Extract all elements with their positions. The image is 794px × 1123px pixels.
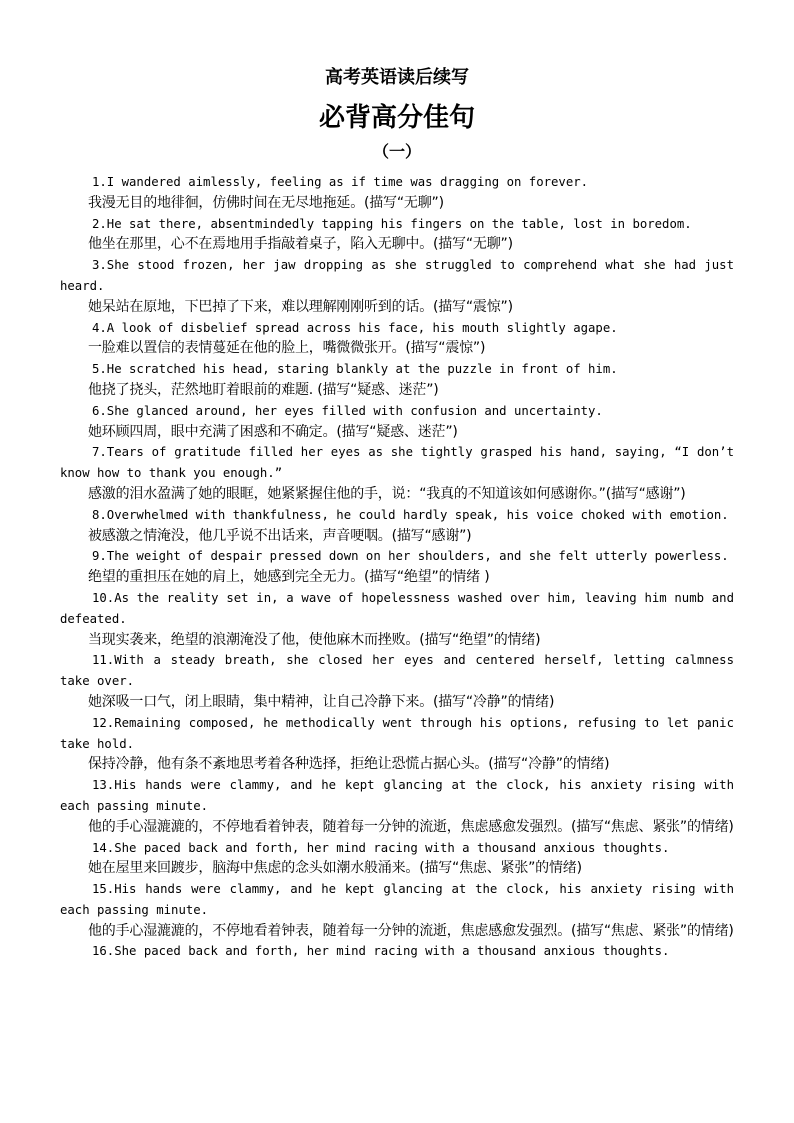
chinese-translation: 被感激之情淹没，他几乎说不出话来，声音哽咽。(描写“感谢”) — [88, 527, 472, 544]
chinese-translation: 保持冷静，他有条不紊地思考着各种选择，拒绝让恐慌占据心头。(描写“冷静”的情绪) — [88, 756, 610, 773]
sentence-item — [60, 214, 734, 256]
chinese-translation: 绝望的重担压在她的肩上，她感到完全无力。(描写“绝望”的情绪 ) — [88, 569, 490, 586]
chinese-translation: 他坐在那里，心不在焉地用手指敲着桌子，陷入无聊中。(描写“无聊”) — [88, 236, 513, 253]
sentence-list — [60, 172, 734, 962]
english-sentence: 9.The weight of despair pressed down on her shoulders, and she felt utterly powerless. — [92, 549, 729, 564]
section-heading: （一） — [372, 142, 421, 161]
english-sentence: 15.His hands were clammy, and he kept glancing at the clock, his anxiety rising with each passing minute. — [60, 882, 734, 917]
chinese-translation: 她深吸一口气，闭上眼睛，集中精神，让自己冷静下来。(描写“冷静”的情绪) — [88, 693, 555, 710]
english-sentence: 7.Tears of gratitude filled her eyes as she tightly grasped his hand, saying, “I don’t know how to thank you enough.” — [60, 445, 734, 481]
sentence-item — [60, 838, 734, 880]
sentence-item — [60, 775, 734, 837]
sentence-item — [60, 713, 734, 775]
sentence-item — [60, 588, 734, 650]
english-sentence: 10.As the reality set in, a wave of hopelessness washed over him, leaving him numb and defeated. — [60, 590, 734, 626]
chinese-translation: 感激的泪水盈满了她的眼眶，她紧紧握住他的手，说：“我真的不知道该如何感谢你。”(描写“感谢”) — [88, 485, 686, 502]
sentence-item — [60, 401, 734, 443]
chinese-translation: 当现实袭来，绝望的浪潮淹没了他，使他麻木而挫败。(描写“绝望”的情绪) — [88, 631, 541, 648]
chinese-translation: 她在屋里来回踱步，脑海中焦虑的念头如潮水般涌来。(描写“焦虑、紧张”的情绪) — [88, 860, 582, 877]
chinese-translation: 她环顾四周，眼中充满了困惑和不确定。(描写“疑惑、迷茫”) — [88, 423, 458, 440]
english-sentence: 4.A look of disbelief spread across his face, his mouth slightly agape. — [92, 320, 618, 335]
sentence-item — [60, 359, 734, 401]
english-sentence: 13.His hands were clammy, and he kept glancing at the clock, his anxiety rising with each passing minute. — [60, 778, 734, 813]
chinese-translation: 他的手心湿漉漉的，不停地看着钟表，随着每一分钟的流逝，焦虑感愈发强烈。(描写“焦虑、紧张”的情绪) — [88, 818, 734, 835]
document-page — [60, 66, 734, 962]
english-sentence: 6.She glanced around, her eyes filled with confusion and uncertainty. — [92, 403, 603, 418]
sentence-item — [60, 879, 734, 941]
sentence-item — [60, 318, 734, 360]
english-sentence: 5.He scratched his head, staring blankly at the puzzle in front of him. — [92, 362, 618, 377]
chinese-translation: 我漫无目的地徘徊，仿佛时间在无尽地拖延。(描写“无聊”) — [88, 194, 444, 211]
english-sentence: 12.Remaining composed, he methodically went through his options, refusing to let panic take hold. — [60, 715, 734, 751]
chinese-translation: 他的手心湿漉漉的，不停地看着钟表，随着每一分钟的流逝，焦虑感愈发强烈。(描写“焦虑、紧张”的情绪) — [88, 922, 734, 939]
chinese-translation: 他挠了挠头，茫然地盯着眼前的难题. (描写“疑惑、迷茫”) — [88, 381, 439, 398]
chinese-translation: 她呆站在原地，下巴掉了下来，难以理解刚刚听到的话。(描写“震惊”) — [88, 298, 513, 315]
sentence-item — [60, 505, 734, 547]
sentence-item — [60, 941, 734, 962]
english-sentence: 16.She paced back and forth, her mind racing with a thousand anxious thoughts. — [92, 944, 670, 959]
document-subtitle: 必背高分佳句 — [318, 103, 475, 133]
sentence-item — [60, 546, 734, 588]
sentence-item — [60, 442, 734, 504]
sentence-item — [60, 172, 734, 214]
document-title: 高考英语读后续写 — [325, 67, 469, 88]
sentence-item — [60, 650, 734, 712]
english-sentence: 1.I wandered aimlessly, feeling as if time was dragging on forever. — [92, 175, 589, 189]
english-sentence: 11.With a steady breath, she closed her eyes and centered herself, letting calmness take over. — [60, 653, 734, 689]
chinese-translation: 一脸难以置信的表情蔓延在他的脸上，嘴微微张开。(描写“震惊”) — [88, 340, 486, 357]
english-sentence: 3.She stood frozen, her jaw dropping as she struggled to comprehend what she had just heard. — [60, 258, 734, 293]
english-sentence: 8.Overwhelmed with thankfulness, he could hardly speak, his voice choked with emotion. — [92, 507, 729, 522]
english-sentence: 14.She paced back and forth, her mind racing with a thousand anxious thoughts. — [92, 840, 670, 855]
sentence-item — [60, 255, 734, 317]
english-sentence: 2.He sat there, absentmindedly tapping his fingers on the table, lost in boredom. — [92, 216, 692, 231]
